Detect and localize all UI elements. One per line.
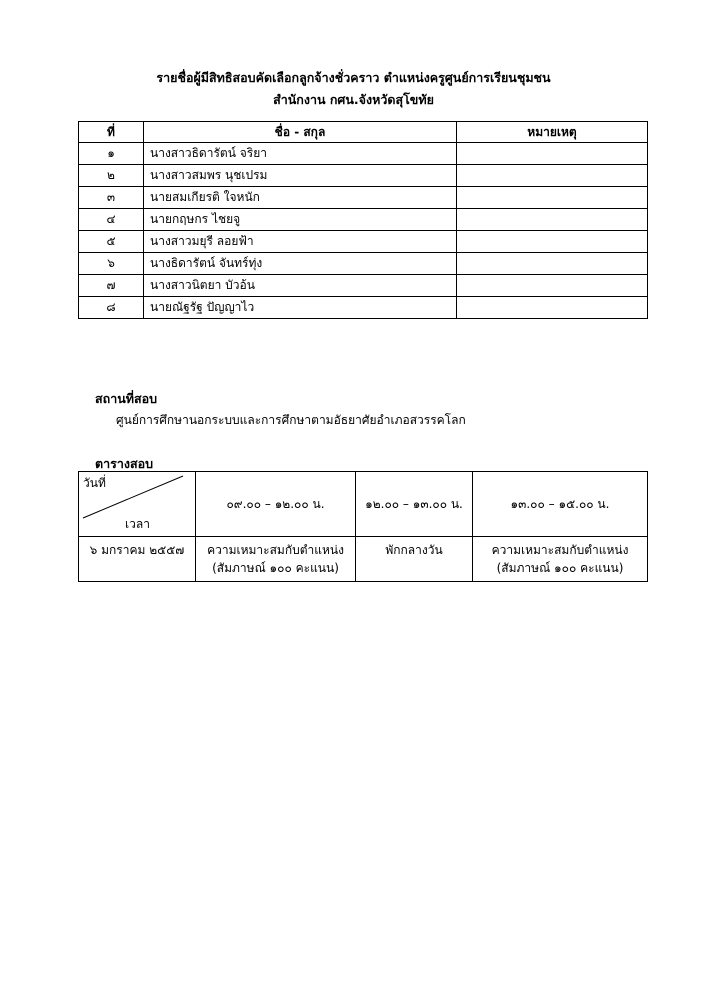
row-name: นางสาวสมพร นุชเปรม [144,165,457,187]
venue-heading: สถานที่สอบ [95,391,158,406]
slot-3-line1: ความเหมาะสมกับตำแหน่ง [491,543,629,557]
corner-diagonal [79,472,195,536]
slot-2-line1: พักกลางวัน [385,543,443,557]
table-row [79,209,648,231]
row-no: ๒ [79,165,144,187]
row-no: ๕ [79,231,144,253]
table-header-row [79,122,648,143]
row-no: ๔ [79,209,144,231]
row-name: นางสาวธิดารัตน์ จริยา [144,143,457,165]
row-name: นางสาวนิตยา บัวอ้น [144,275,457,297]
schedule-header-row [79,472,648,537]
table-row [79,187,648,209]
slot-3-line2: (สัมภาษณ์ ๑๐๐ คะแนน) [496,561,624,575]
table-row [79,275,648,297]
schedule-slot-1 [196,537,356,582]
schedule-slot-2 [356,537,473,582]
document-title: รายชื่อผู้มีสิทธิสอบคัดเลือกลูกจ้างชั่วคราว ตำแหน่งครูศูนย์การเรียนชุมชน [156,70,551,85]
header-remark: หมายเหตุ [457,122,648,143]
document-subtitle: สำนักงาน กศน.จังหวัดสุโขทัย [273,92,434,107]
row-remark [457,253,648,275]
table-row [79,165,648,187]
row-remark [457,143,648,165]
time-slot-3: ๑๓.๐๐ – ๑๕.๐๐ น. [473,472,648,537]
row-remark [457,275,648,297]
row-no: ๖ [79,253,144,275]
row-name: นางสาวมยุรี ลอยฟ้า [144,231,457,253]
schedule-table [78,471,648,582]
schedule-slot-3 [473,537,648,582]
slot-1-line1: ความเหมาะสมกับตำแหน่ง [207,543,344,557]
schedule-date: ๖ มกราคม ๒๕๕๗ [79,537,196,582]
header-name: ชื่อ - สกุล [144,122,457,143]
row-no: ๘ [79,297,144,319]
time-slot-1: ๐๙.๐๐ – ๑๒.๐๐ น. [196,472,356,537]
candidate-table [78,121,648,319]
time-slot-2: ๑๒.๐๐ – ๑๓.๐๐ น. [356,472,473,537]
table-row [79,143,648,165]
header-no: ที่ [79,122,144,143]
row-name: นายกฤษกร ไชยจู [144,209,457,231]
row-name: นายณัฐรัฐ ปัญญาไว [144,297,457,319]
schedule-row [79,537,648,582]
slot-1-line2: (สัมภาษณ์ ๑๐๐ คะแนน) [212,561,339,575]
row-remark [457,297,648,319]
schedule-heading: ตารางสอบ [95,456,154,471]
table-row [79,253,648,275]
row-no: ๗ [79,275,144,297]
row-remark [457,187,648,209]
row-remark [457,209,648,231]
corner-time-label: เวลา [125,517,150,531]
row-name: นายสมเกียรติ ใจหนัก [144,187,457,209]
row-remark [457,165,648,187]
corner-date-label: วันที่ [83,476,106,490]
table-row [79,297,648,319]
table-row [79,231,648,253]
venue-text: ศูนย์การศึกษานอกระบบและการศึกษาตามอัธยาศัยอำเภอสวรรคโลก [116,413,466,427]
schedule-corner-cell [79,472,196,537]
row-no: ๑ [79,143,144,165]
row-name: นางธิดารัตน์ จันทร์ทุ่ง [144,253,457,275]
row-no: ๓ [79,187,144,209]
row-remark [457,231,648,253]
